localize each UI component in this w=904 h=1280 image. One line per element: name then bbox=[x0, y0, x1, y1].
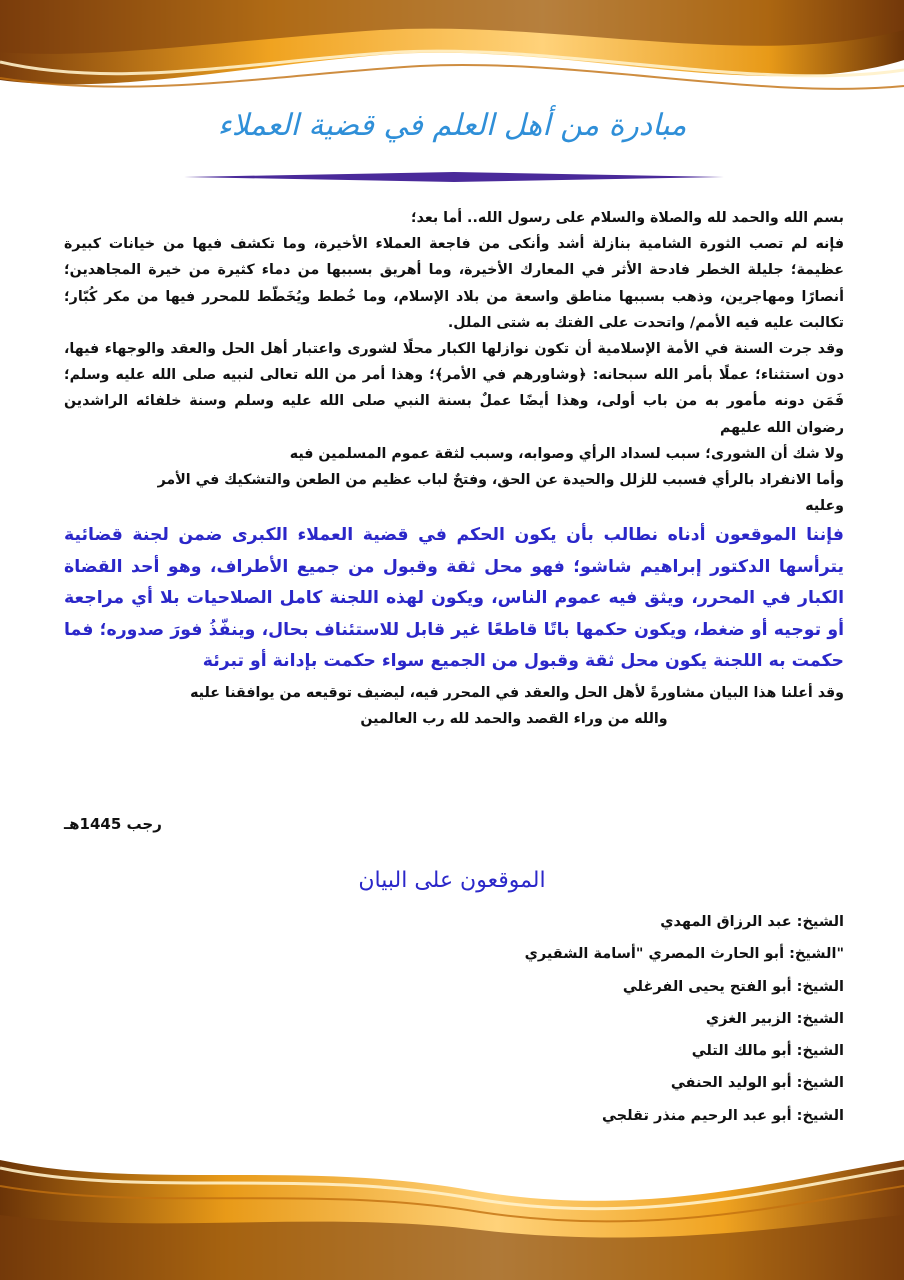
opening-line: بسم الله والحمد لله والصلاة والسلام على رسول الله.. أما بعد؛ bbox=[411, 210, 844, 226]
signer-name: الشيخ: أبو الوليد الحنفي bbox=[670, 1075, 844, 1092]
demand-paragraph: فإننا الموقعون أدناه نطالب بأن يكون الحكم في قضية العملاء الكبرى ضمن لجنة قضائية يترأسها الدكتور إبراهيم شاشو؛ فهو محل ثقة وقبول من جميع الأطراف، وهو أحد القضاة الكبار في المحرر، ويثق فيه عموم الناس، ويكون لهذه اللجنة كامل الصلاحيات بلا أي مراجعة أو توجيه أو ضغط، ويكون حكمها باتًا قاطعًا غير قابل للاستئناف بحال، وينفّذُ فورَ صدوره؛ فما حكمت به اللجنة يكون محل ثقة وقبول من الجميع سواء حكمت بإدانة أو تبرئة bbox=[64, 525, 844, 672]
top-wave-decoration bbox=[0, 0, 904, 110]
signer-name: "الشيخ: أبو الحارث المصري "أسامة الشقيري bbox=[524, 946, 844, 963]
date-label: رجب 1445هـ bbox=[64, 815, 162, 833]
paragraph: فإنه لم تصب الثورة الشامية بنازلة أشد وأنكى من فاجعة العملاء الأخيرة، وما تكشف فيها من خيانات كبيرة عظيمة؛ جليلة الخطر فادحة الأثر في المعارك الأخيرة، وما أهريق بسببها من دماء كثيرة من خيرة المجاهدين؛ أنصارًا ومهاجرين، وذهب بسببها مناطق واسعة من بلاد الإسلام، وما خُطط ويُخَطّط للمحرر فيها من مكر كُبّار؛ تكالبت عليه فيه الأمم/ واتحدت على الفتك به شتى الملل. bbox=[64, 236, 844, 331]
page-title: مبادرة من أهل العلم في قضية العملاء bbox=[217, 108, 687, 143]
signer-name: الشيخ: عبد الرزاق المهدي bbox=[660, 914, 844, 930]
paragraph: وعليه bbox=[805, 498, 844, 515]
statement-body bbox=[64, 205, 844, 732]
closing-prayer: والله من وراء القصد والحمد لله رب العالمين bbox=[360, 711, 668, 728]
signers-heading: الموقعون على البيان bbox=[358, 868, 546, 893]
signer-name: الشيخ: أبو عبد الرحيم منذر تقلجي bbox=[602, 1107, 844, 1124]
closing-paragraph: وقد أعلنا هذا البيان مشاورةً لأهل الحل والعقد في المحرر فيه، ليضيف توقيعه من يوافقنا عليه bbox=[190, 684, 844, 701]
signer-name: الشيخ: الزبير الغزي bbox=[705, 1010, 844, 1027]
bottom-wave-decoration bbox=[0, 1120, 904, 1280]
signer-name: الشيخ: أبو الفتح يحيى الفرغلي bbox=[622, 978, 844, 995]
paragraph: وأما الانفراد بالرأي فسبب للزلل والحيدة عن الحق، وفتحٌ لباب عظيم من الطعن والتشكيك في الأمر bbox=[157, 472, 844, 489]
signers-list bbox=[344, 906, 844, 1132]
paragraph: وقد جرت السنة في الأمة الإسلامية أن تكون نوازلها الكبار محلًا لشورى واعتبار أهل الحل والعقد والوجهاء فيها، دون استثناء؛ عملًا بأمر الله سبحانه: ﴿وشاورهم في الأمر﴾؛ وهذا أمر من الله تعالى لنبيه صلى الله عليه وسلم؛ فَمَن دونه مأمور به من باب أولى، وهذا أيضًا عملٌ بسنة النبي صلى الله عليه وسلم وسنة خلفائه الراشدين رضوان الله عليهم bbox=[64, 341, 844, 436]
paragraph: ولا شك أن الشورى؛ سبب لسداد الرأي وصوابه، وسبب لثقة عموم المسلمين فيه bbox=[289, 445, 844, 462]
signer-name: الشيخ: أبو مالك التلي bbox=[691, 1043, 844, 1060]
title-divider bbox=[184, 170, 724, 184]
